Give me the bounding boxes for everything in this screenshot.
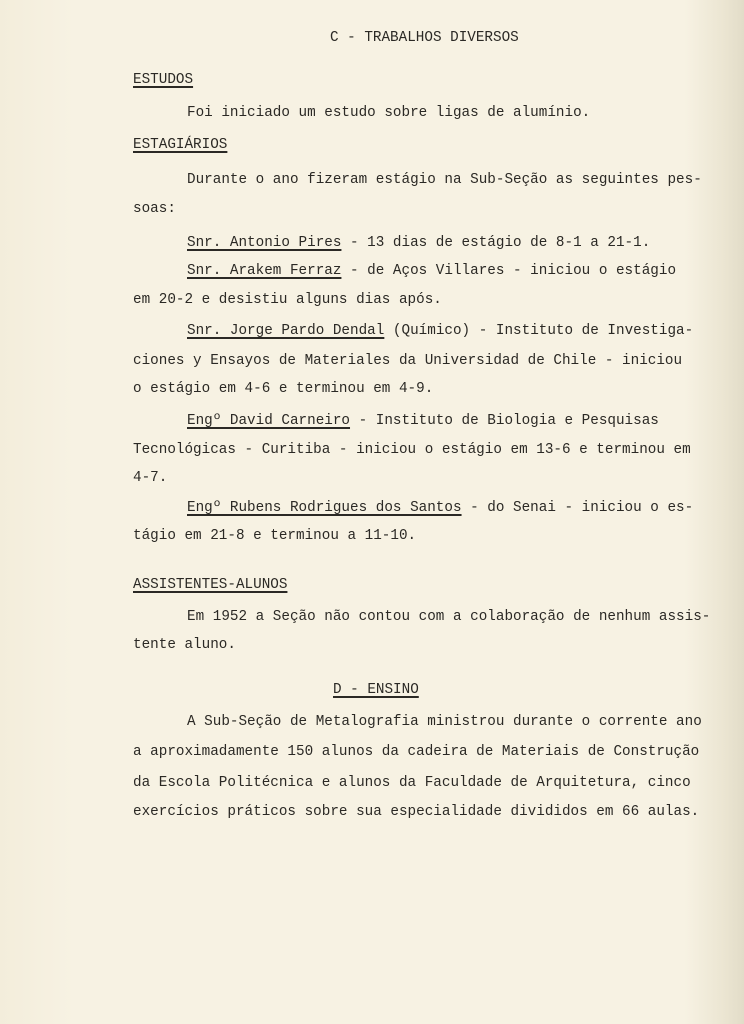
estagiarios-heading: ESTAGIÁRIOS xyxy=(133,137,228,153)
intern-text: tágio em 21-8 e terminou a 11-10. xyxy=(133,528,417,544)
intern-text: em 20-2 e desistiu alguns dias após. xyxy=(133,292,442,308)
intern-entry xyxy=(187,234,650,252)
intern-name: Engº David Carneiro xyxy=(187,413,351,429)
intern-text: o estágio em 4-6 e terminou em 4-9. xyxy=(133,381,434,397)
intern-text: - do Senai - iniciou o es- xyxy=(461,500,694,516)
estudos-text: Foi iniciado um estudo sobre ligas de alumínio. xyxy=(187,105,591,121)
intern-text: - 13 dias de estágio de 8-1 a 21-1. xyxy=(341,235,651,251)
intern-entry xyxy=(187,262,676,280)
estudos-heading: ESTUDOS xyxy=(133,72,194,88)
intern-name: Snr. Antonio Pires xyxy=(187,235,342,251)
ensino-text: da Escola Politécnica e alunos da Faculdade de Arquitetura, cinco xyxy=(133,775,691,791)
ensino-text: exercícios práticos sobre sua especialidade divididos em 66 aulas. xyxy=(133,804,700,820)
intern-text: Tecnológicas - Curitiba - iniciou o estágio em 13-6 e terminou em xyxy=(133,442,691,458)
section-d-title: D - ENSINO xyxy=(333,682,419,698)
estagiarios-intro: soas: xyxy=(133,201,176,217)
assistentes-heading: ASSISTENTES-ALUNOS xyxy=(133,577,288,593)
intern-text: ciones y Ensayos de Materiales da Universidad de Chile - iniciou xyxy=(133,353,683,369)
intern-entry xyxy=(187,412,659,430)
assistentes-text: tente aluno. xyxy=(133,637,236,653)
estagiarios-intro: Durante o ano fizeram estágio na Sub-Seção as seguintes pes- xyxy=(187,172,702,188)
intern-name: Engº Rubens Rodrigues dos Santos xyxy=(187,500,462,516)
intern-name: Snr. Jorge Pardo Dendal xyxy=(187,323,385,339)
ensino-text: a aproximadamente 150 alunos da cadeira de Materiais de Construção xyxy=(133,744,700,760)
intern-entry xyxy=(187,499,693,517)
ensino-text: A Sub-Seção de Metalografia ministrou durante o corrente ano xyxy=(187,714,702,730)
section-c-title: C - TRABALHOS DIVERSOS xyxy=(330,30,519,46)
intern-entry xyxy=(187,322,693,340)
intern-text: 4-7. xyxy=(133,470,168,486)
intern-name: Snr. Arakem Ferraz xyxy=(187,263,342,279)
intern-text: - Instituto de Biologia e Pesquisas xyxy=(350,413,659,429)
assistentes-text: Em 1952 a Seção não contou com a colaboração de nenhum assis- xyxy=(187,609,711,625)
intern-text: (Químico) - Instituto de Investiga- xyxy=(384,323,694,339)
intern-text: - de Aços Villares - iniciou o estágio xyxy=(341,263,677,279)
